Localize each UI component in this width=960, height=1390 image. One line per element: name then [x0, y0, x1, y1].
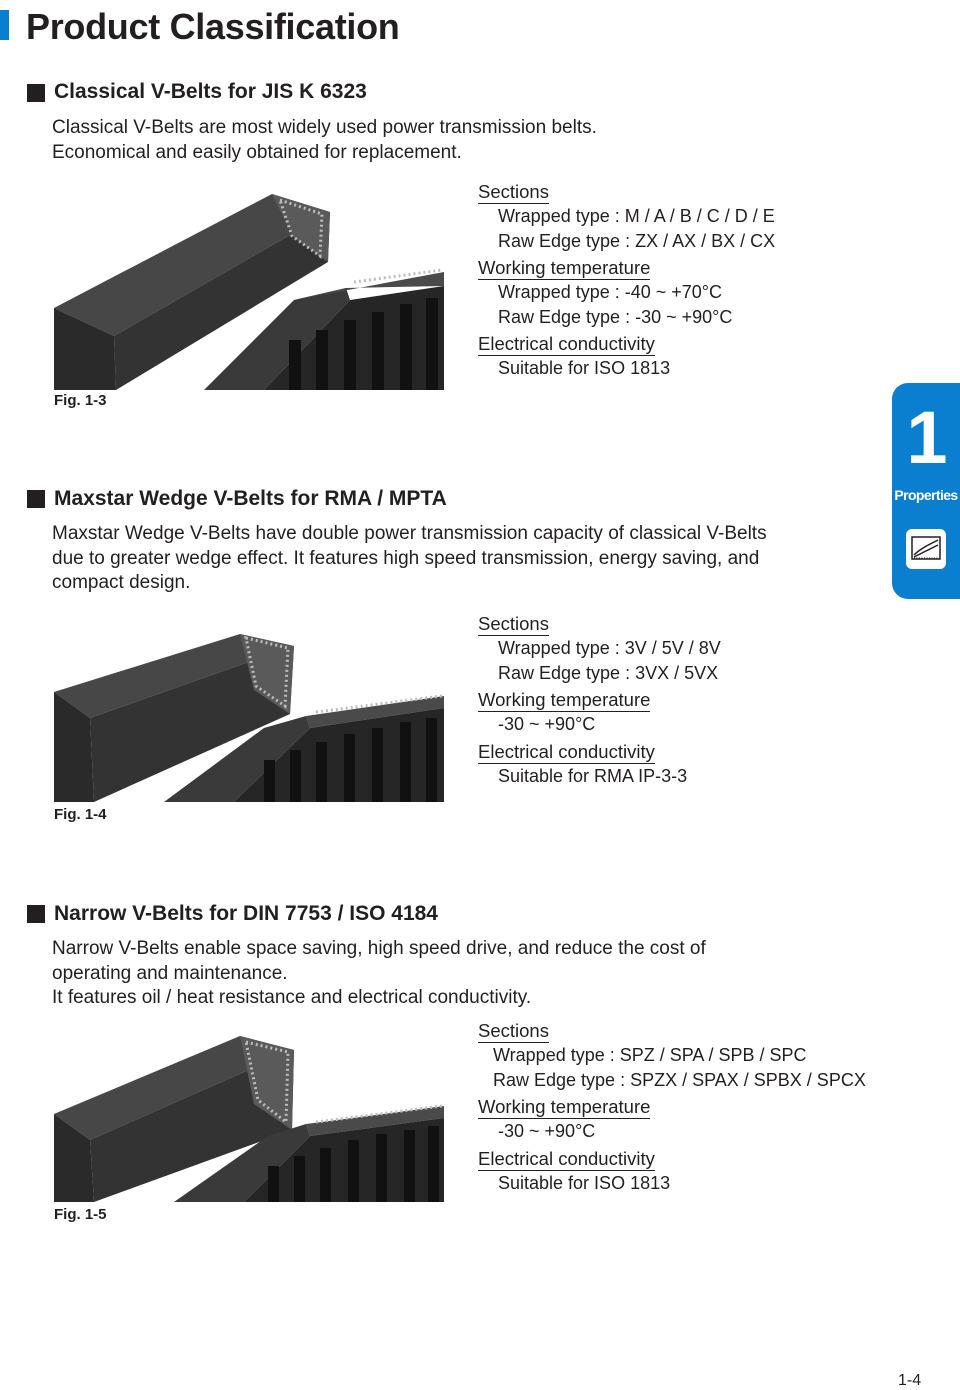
description-line: due to greater wedge effect. It features high speed transmission, energy saving, and: [52, 547, 760, 569]
section-bullet: [27, 84, 45, 102]
spec-label-temperature: Working temperature: [478, 257, 651, 278]
spec-label-conductivity: Electrical conductivity: [478, 740, 655, 762]
spec-value: Wrapped type : M / A / B / C / D / E: [498, 206, 775, 226]
chart-icon: [906, 529, 946, 569]
description-line: compact design.: [52, 572, 191, 593]
spec-value: Suitable for ISO 1813: [498, 1172, 671, 1193]
description-line: Economical and easily obtained for replacement.: [52, 141, 462, 163]
spec-block-narrow: [478, 1019, 866, 1195]
page-number: 1-4: [898, 1372, 922, 1389]
belt-figure-classical: [54, 190, 444, 390]
section-description-narrow: [52, 937, 706, 1011]
spec-value: Wrapped type : -40 ~ +70°C: [498, 282, 722, 302]
section-bullet: [27, 490, 45, 508]
section-bullet: [27, 905, 45, 923]
description-line: Classical V-Belts are most widely used power transmission belts.: [52, 117, 597, 138]
section-heading-narrow: Narrow V-Belts for DIN 7753 / ISO 4184: [54, 902, 438, 925]
spec-value: Raw Edge type : SPZX / SPAX / SPBX / SPCX: [493, 1069, 866, 1090]
spec-value: Suitable for RMA IP-3-3: [498, 765, 688, 786]
section-heading-maxstar: Maxstar Wedge V-Belts for RMA / MPTA: [54, 487, 447, 510]
spec-label-temperature: Working temperature: [478, 1096, 651, 1117]
page-title: Product Classification: [26, 6, 400, 47]
figure-label: Fig. 1-5: [54, 1206, 107, 1223]
spec-label-sections: Sections: [478, 613, 549, 634]
chapter-tab[interactable]: [892, 383, 960, 599]
spec-block-classical: [478, 180, 775, 381]
description-line: operating and maintenance.: [52, 962, 288, 984]
spec-value: Raw Edge type : ZX / AX / BX / CX: [498, 230, 776, 251]
spec-value: -30 ~ +90°C: [498, 1121, 596, 1141]
section-heading-classical: Classical V-Belts for JIS K 6323: [54, 80, 367, 103]
spec-label-conductivity: Electrical conductivity: [478, 1147, 655, 1169]
description-line: It features oil / heat resistance and electrical conductivity.: [52, 987, 532, 1008]
description-line: Narrow V-Belts enable space saving, high speed drive, and reduce the cost of: [52, 938, 706, 959]
spec-label-conductivity: Electrical conductivity: [478, 333, 655, 354]
chapter-label: Properties: [894, 487, 958, 503]
spec-value: -30 ~ +90°C: [498, 714, 596, 734]
spec-block-maxstar: [478, 612, 721, 788]
section-description-maxstar: [52, 522, 882, 596]
spec-value: Wrapped type : SPZ / SPA / SPB / SPC: [493, 1045, 807, 1065]
spec-value: Wrapped type : 3V / 5V / 8V: [498, 638, 721, 658]
spec-value: Raw Edge type : 3VX / 5VX: [498, 662, 719, 683]
spec-label-temperature: Working temperature: [478, 689, 651, 710]
spec-value: Suitable for ISO 1813: [498, 358, 671, 378]
belt-figure-narrow: [54, 1034, 444, 1202]
chapter-number: 1: [906, 396, 946, 479]
section-description-classical: [52, 116, 597, 165]
title-accent-bar: [0, 10, 9, 40]
spec-label-sections: Sections: [478, 181, 549, 202]
figure-label: Fig. 1-3: [54, 392, 107, 409]
spec-label-sections: Sections: [478, 1020, 549, 1041]
description-line: Maxstar Wedge V-Belts have double power transmission capacity of classical V-Belts: [52, 523, 767, 544]
belt-figure-maxstar: [54, 632, 444, 802]
figure-label: Fig. 1-4: [54, 806, 107, 823]
spec-value: Raw Edge type : -30 ~ +90°C: [498, 306, 733, 327]
